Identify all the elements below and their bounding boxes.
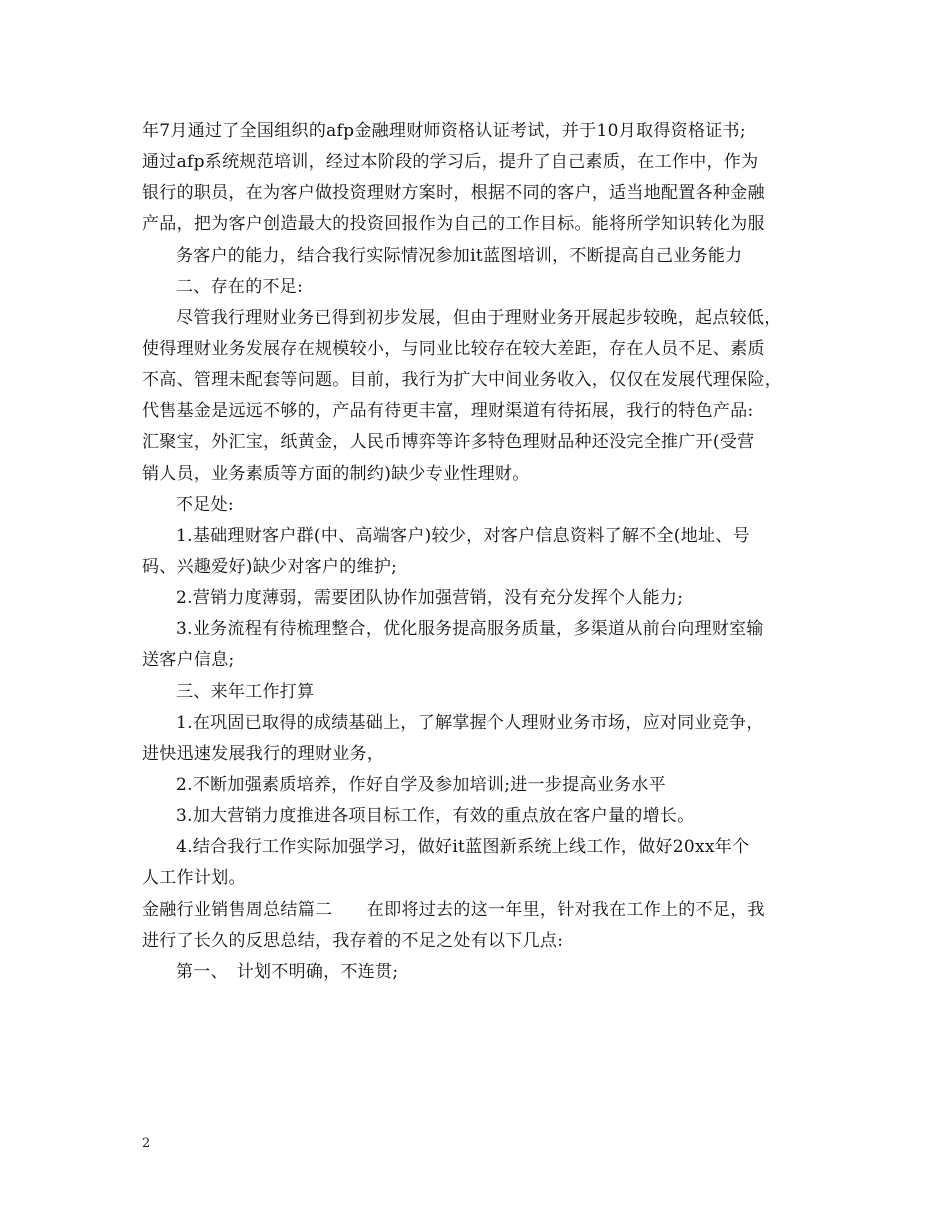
list-item: 2.不断加强素质培养，作好自学及参加培训;进一步提高业务水平 (176, 774, 666, 795)
text-line: 代售基金是远远不够的，产品有待更丰富，理财渠道有待拓展，我行的特色产品: (142, 401, 754, 422)
text-line: 金融行业销售周总结篇二 在即将过去的这一年里，针对我在工作上的不足，我 (142, 899, 765, 920)
text-line: 汇聚宝，外汇宝，纸黄金，人民币博弈等许多特色理财品种还没完全推广开(受营 (142, 432, 755, 453)
document-body (142, 116, 822, 988)
text-line: 年7月通过了全国组织的afp金融理财师资格认证考试，并于10月取得资格证书; (142, 121, 746, 141)
text-line: 银行的职员，在为客户做投资理财方案时，根据不同的客户，适当地配置各种金融 (142, 183, 765, 204)
text-line: 进行了长久的反思总结，我存着的不足之处有以下几点: (142, 930, 564, 951)
list-item-continuation: 送客户信息; (142, 650, 235, 671)
list-item: 3.加大营销力度推进各项目标工作，有效的重点放在客户量的增长。 (176, 806, 695, 827)
page-number: 2 (142, 1136, 151, 1151)
text-line: 务客户的能力，结合我行实际情况参加it蓝图培训，不断提高自己业务能力 (176, 245, 743, 266)
text-line: 销人员，业务素质等方面的制约)缺少专业性理财。 (142, 463, 530, 484)
list-item: 3.业务流程有待梳理整合，优化服务提高服务质量，多渠道从前台向理财室输 (176, 619, 764, 640)
section-heading: 三、来年工作打算 (176, 681, 315, 702)
subheading: 不足处: (176, 494, 234, 515)
list-item: 2.营销力度薄弱，需要团队协作加强营销，没有充分发挥个人能力; (176, 588, 684, 609)
text-line: 不高、管理未配套等问题。目前，我行为扩大中间业务收入，仅仅在发展代理保险， (142, 370, 783, 391)
list-item-continuation: 进快迅速发展我行的理财业务， (142, 743, 385, 764)
text-line: 通过afp系统规范培训，经过本阶段的学习后，提升了自己素质，在工作中，作为 (142, 152, 759, 173)
list-item: 1.基础理财客户群(中、高端客户)较少，对客户信息资料了解不全(地址、号 (176, 525, 750, 546)
text-line: 使得理财业务发展存在规模较小，与同业比较存在较大差距，存在人员不足、素质 (142, 338, 765, 359)
text-line: 第一、 计划不明确，不连贯; (176, 961, 399, 982)
text-line: 尽管我行理财业务已得到初步发展，但由于理财业务开展起步较晚，起点较低， (176, 307, 782, 328)
list-item-continuation: 码、兴趣爱好)缺少对客户的维护; (142, 556, 398, 577)
list-item: 1.在巩固已取得的成绩基础上，了解掌握个人理财业务市场，应对同业竞争， (176, 712, 764, 733)
list-item: 4.结合我行工作实际加强学习，做好it蓝图新系统上线工作，做好20xx年个 (176, 837, 750, 858)
section-heading: 二、存在的不足: (176, 276, 304, 297)
list-item-continuation: 人工作计划。 (142, 868, 246, 889)
text-line: 产品，把为客户创造最大的投资回报作为自己的工作目标。能将所学知识转化为服 (142, 214, 765, 235)
